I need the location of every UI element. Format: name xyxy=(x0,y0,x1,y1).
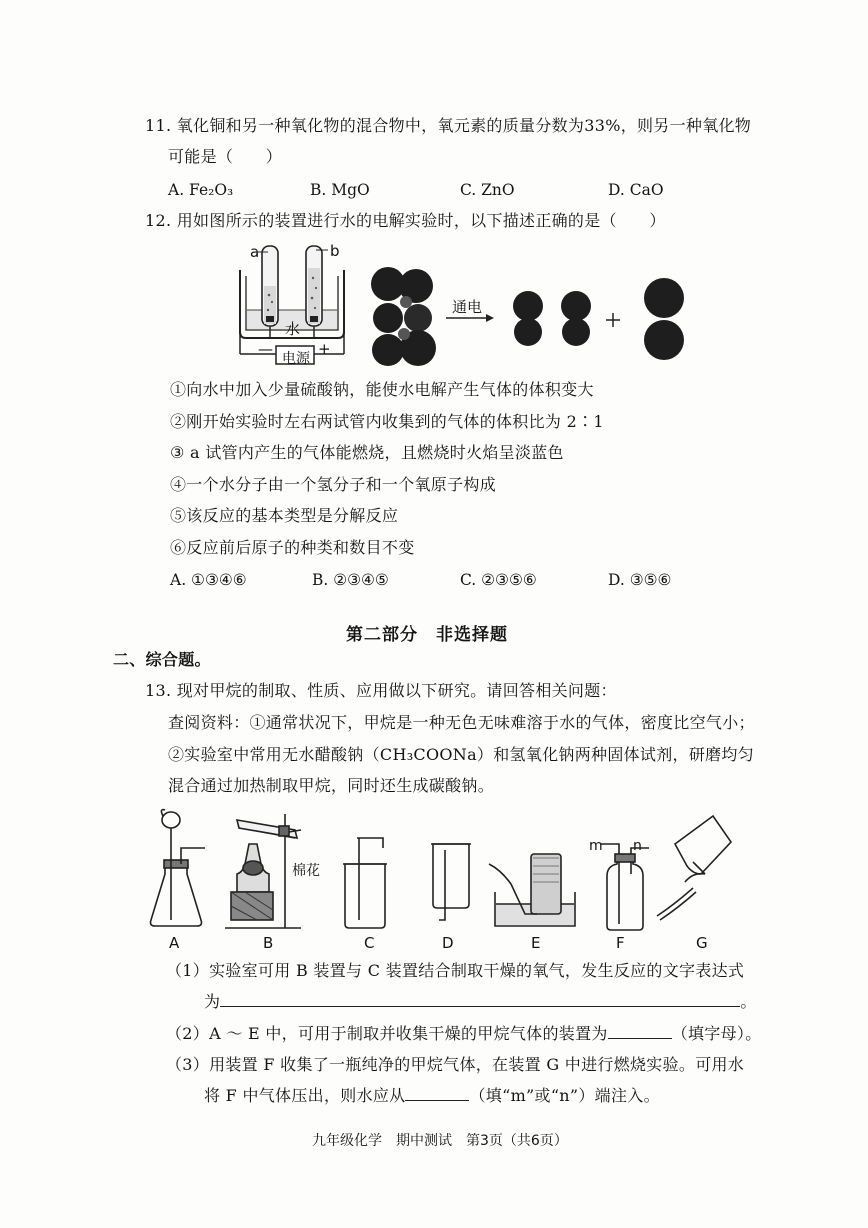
tube-a-label: a xyxy=(250,243,260,261)
q13-sub3-suffix: （填“m”或“n”）端注入。 xyxy=(469,1086,660,1105)
apparatus-a xyxy=(151,810,206,926)
cotton-label: 棉花 xyxy=(292,863,320,879)
section-two-heading: 二、综合题。 xyxy=(113,650,211,669)
q13-sub3-prefix: 将 F 中气体压出，则水应从 xyxy=(204,1086,406,1105)
electrolysis-arrow-label: 通电 xyxy=(452,298,483,316)
apparatus-c xyxy=(343,838,387,928)
apparatus-label-e: E xyxy=(531,934,541,952)
q12-statement-6: ⑥反应前后原子的种类和数目不变 xyxy=(170,538,415,557)
apparatus-label-a: A xyxy=(169,934,180,952)
q13-sub2 xyxy=(166,1024,762,1044)
apparatus-e xyxy=(489,854,575,926)
q12-option-b: B. ②③④⑤ xyxy=(312,571,389,589)
methane-apparatus-figure xyxy=(145,808,745,938)
q13-sub2-prefix: （2）A ～ E 中，可用于制取并收集干燥的甲烷气体的装置为 xyxy=(166,1024,608,1043)
q11-option-c: C. ZnO xyxy=(460,181,515,199)
q12-option-a: A. ①③④⑥ xyxy=(170,571,247,589)
q13-sub1-line2 xyxy=(204,992,757,1012)
port-m-label: m xyxy=(589,838,603,854)
apparatus-label-g: G xyxy=(696,934,708,952)
water-label: 水 xyxy=(285,320,301,338)
q13-sub1-line1: （1）实验室可用 B 装置与 C 装置结合制取干燥的氧气，发生反应的文字表达式 xyxy=(166,961,745,980)
apparatus-label-f: F xyxy=(616,934,625,952)
apparatus-f xyxy=(601,844,649,930)
apparatus-d xyxy=(431,844,471,920)
power-source-label: 电源 xyxy=(282,351,310,367)
q13-sub1-prefix: 为 xyxy=(204,992,221,1011)
q13-sub3-line1: （3）用装置 F 收集了一瓶纯净的甲烷气体，在装置 G 中进行燃烧实验。可用水 xyxy=(166,1055,745,1074)
q13-sub1-answer-blank[interactable] xyxy=(220,992,740,1007)
apparatus-g xyxy=(657,816,731,920)
q12-statement-4: ④一个水分子由一个氢分子和一个氧原子构成 xyxy=(170,475,497,494)
q11-option-a: A. Fe₂O₃ xyxy=(168,181,234,199)
page-footer: 九年级化学 期中测试 第3页（共6页） xyxy=(312,1133,568,1149)
positive-terminal-label: + xyxy=(318,340,331,358)
negative-terminal-label: — xyxy=(258,340,273,358)
q12-option-c: C. ②③⑤⑥ xyxy=(460,571,537,589)
q12-stem: 12. 用如图所示的装置进行水的电解实验时，以下描述正确的是（ ） xyxy=(145,211,666,230)
water-decomposition-model-figure xyxy=(366,262,696,372)
apparatus-label-b: B xyxy=(263,934,274,952)
apparatus-label-d: D xyxy=(442,934,454,952)
apparatus-label-c: C xyxy=(364,934,375,952)
q12-statement-2: ②刚开始实验时左右两试管内收集到的气体的体积比为 2∶1 xyxy=(170,412,604,431)
q13-stem: 13. 现对甲烷的制取、性质、应用做以下研究。请回答相关问题： xyxy=(145,681,617,700)
q13-info-line3: 混合通过加热制取甲烷，同时还生成碳酸钠。 xyxy=(168,776,495,795)
q12-option-d: D. ③⑤⑥ xyxy=(608,571,672,589)
port-n-label: n xyxy=(633,838,642,854)
part-two-title: 第二部分 非选择题 xyxy=(346,625,508,645)
q13-sub3-line2 xyxy=(204,1086,660,1106)
q13-sub2-answer-blank[interactable] xyxy=(608,1024,672,1039)
q11-stem-line2: 可能是（ ） xyxy=(168,147,283,166)
q13-sub1-suffix: 。 xyxy=(740,992,757,1011)
apparatus-b xyxy=(225,814,301,928)
q13-info-line2: ②实验室中常用无水醋酸钠（CH₃COONa）和氢氧化钠两种固体试剂，研磨均匀 xyxy=(168,745,755,764)
q11-option-d: D. CaO xyxy=(608,181,664,199)
q11-stem-line1: 11. 氧化铜和另一种氧化物的混合物中，氧元素的质量分数为33%，则另一种氧化物 xyxy=(145,116,752,135)
q13-info-line1: 查阅资料：①通常状况下，甲烷是一种无色无味难溶于水的气体，密度比空气小； xyxy=(168,713,755,732)
q12-statement-1: ①向水中加入少量硫酸钠，能使水电解产生气体的体积变大 xyxy=(170,380,594,399)
tube-b-label: b xyxy=(330,242,340,260)
q12-statement-5: ⑤该反应的基本类型是分解反应 xyxy=(170,506,399,525)
q13-sub2-suffix: （填字母）。 xyxy=(671,1024,762,1043)
q13-sub3-answer-blank[interactable] xyxy=(405,1086,469,1101)
q12-statement-3: ③ a 试管内产生的气体能燃烧，且燃烧时火焰呈淡蓝色 xyxy=(170,443,564,462)
q11-option-b: B. MgO xyxy=(310,181,370,199)
